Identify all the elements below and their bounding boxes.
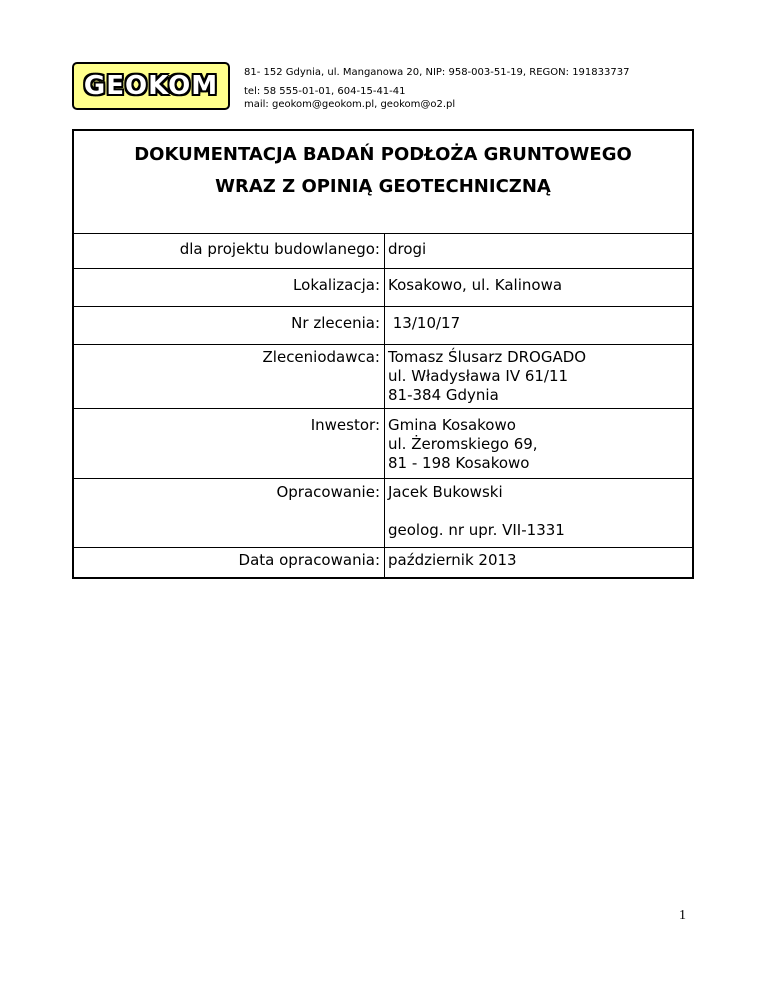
row-date xyxy=(74,547,692,578)
row-value: drogi xyxy=(384,234,692,268)
document-title xyxy=(74,139,692,203)
row-label: Opracowanie: xyxy=(276,483,380,501)
row-location xyxy=(74,268,692,306)
row-label: Lokalizacja: xyxy=(293,276,380,294)
row-label: Data opracowania: xyxy=(238,551,380,569)
document-box xyxy=(72,129,694,579)
company-address: 81- 152 Gdynia, ul. Manganowa 20, NIP: 958-003-51-19, REGON: 191833737 xyxy=(244,67,630,78)
title-line-2: WRAZ Z OPINIĄ GEOTECHNICZNĄ xyxy=(215,176,551,197)
row-value: Gmina Kosakowo ul. Żeromskiego 69, 81 - 198 Kosakowo xyxy=(384,409,692,478)
row-project xyxy=(74,233,692,268)
row-investor xyxy=(74,408,692,478)
page-number: 1 xyxy=(679,908,686,923)
company-info xyxy=(244,66,629,111)
row-label: Inwestor: xyxy=(310,416,380,434)
row-value: 13/10/17 xyxy=(384,307,692,344)
row-value: październik 2013 xyxy=(384,548,692,578)
row-prepared-by xyxy=(74,478,692,548)
row-value: Kosakowo, ul. Kalinowa xyxy=(384,269,692,306)
row-client xyxy=(74,344,692,408)
row-value: Jacek Bukowski geolog. nr upr. VII-1331 xyxy=(384,479,692,548)
row-order-number xyxy=(74,306,692,344)
row-label: dla projektu budowlanego: xyxy=(179,240,380,258)
row-label: Nr zlecenia: xyxy=(291,314,380,332)
row-value: Tomasz Ślusarz DROGADO ul. Władysława IV 61/11 81-384 Gdynia xyxy=(384,345,692,408)
company-phone: tel: 58 555-01-01, 604-15-41-41 xyxy=(244,86,406,97)
logo-text: GEOKOM xyxy=(83,71,219,101)
row-label: Zleceniodawca: xyxy=(262,348,380,366)
company-email: mail: geokom@geokom.pl, geokom@o2.pl xyxy=(244,99,456,110)
company-logo xyxy=(72,62,230,110)
title-line-1: DOKUMENTACJA BADAŃ PODŁOŻA GRUNTOWEGO xyxy=(134,144,632,165)
